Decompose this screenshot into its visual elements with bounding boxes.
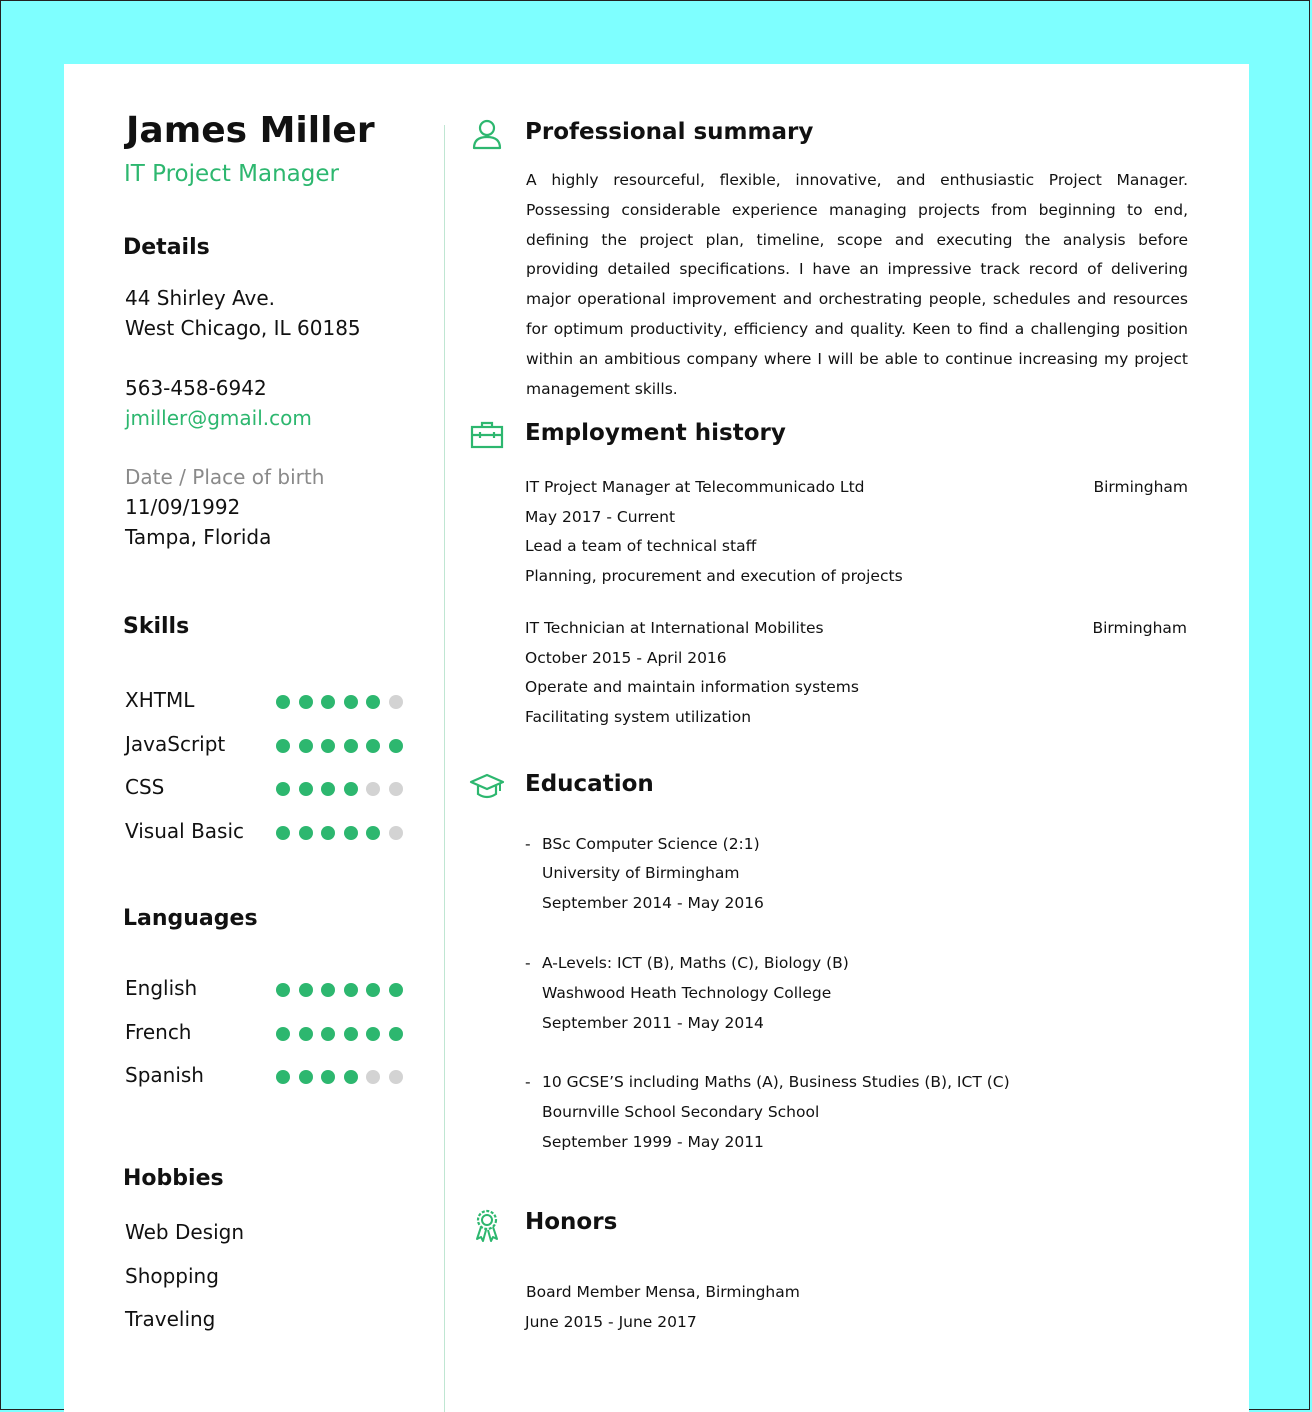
- rating-dot-filled: [344, 782, 358, 796]
- edu-school: Washwood Heath Technology College: [542, 984, 832, 1002]
- phone: 563-458-6942: [125, 376, 267, 400]
- edu-dates: September 2014 - May 2016: [542, 894, 764, 912]
- languages-row: [125, 1063, 415, 1093]
- rating-dot-filled: [321, 695, 335, 709]
- job-location: Birmingham: [1092, 619, 1187, 637]
- rating-dot-filled: [321, 826, 335, 840]
- skills-row: [125, 775, 415, 805]
- rating-dot-filled: [276, 1027, 290, 1041]
- rating-dot-filled: [276, 1070, 290, 1084]
- candidate-job-title: IT Project Manager: [124, 161, 339, 187]
- languages-label: Spanish: [125, 1063, 204, 1087]
- skills-label: Visual Basic: [125, 819, 245, 843]
- languages-heading: Languages: [123, 906, 258, 931]
- rating-dot-filled: [344, 739, 358, 753]
- rating-dot-filled: [366, 739, 380, 753]
- rating-dot-empty: [366, 1070, 380, 1084]
- rating-dot-filled: [366, 1027, 380, 1041]
- rating-dot-empty: [389, 782, 403, 796]
- skills-row: [125, 819, 415, 849]
- rating-dot-filled: [299, 739, 313, 753]
- languages-row: [125, 1020, 415, 1050]
- rating-dot-filled: [366, 695, 380, 709]
- rating-dot-filled: [276, 695, 290, 709]
- birth-label: Date / Place of birth: [125, 465, 325, 489]
- rating-dot-filled: [321, 782, 335, 796]
- summary-heading: Professional summary: [525, 119, 814, 145]
- rating-dot-filled: [276, 983, 290, 997]
- job-dates: May 2017 - Current: [525, 508, 676, 526]
- languages-row: [125, 976, 415, 1006]
- details-heading: Details: [123, 235, 210, 260]
- rating-dot-filled: [321, 1027, 335, 1041]
- rating-dot-empty: [389, 1070, 403, 1084]
- job-duty: Planning, procurement and execution of projects: [525, 567, 903, 585]
- skills-row: [125, 732, 415, 762]
- rating-dot-filled: [344, 826, 358, 840]
- skills-label: JavaScript: [125, 732, 226, 756]
- award-icon: [469, 1207, 505, 1243]
- bullet-dash: -: [525, 1073, 531, 1091]
- job-location: Birmingham: [1093, 478, 1188, 496]
- birth-date: 11/09/1992: [125, 495, 241, 519]
- honor-dates: June 2015 - June 2017: [525, 1313, 697, 1331]
- hobby-item: Traveling: [125, 1307, 216, 1331]
- job-dates: October 2015 - April 2016: [525, 649, 727, 667]
- rating-dot-filled: [299, 983, 313, 997]
- rating-dot-filled: [276, 826, 290, 840]
- rating-dot-filled: [321, 739, 335, 753]
- skills-row: [125, 688, 415, 718]
- languages-label: French: [125, 1020, 192, 1044]
- address-line2: West Chicago, IL 60185: [125, 316, 361, 340]
- skills-label: XHTML: [125, 688, 195, 712]
- edu-dates: September 2011 - May 2014: [542, 1014, 764, 1032]
- graduation-cap-icon: [469, 769, 505, 805]
- address-line1: 44 Shirley Ave.: [125, 286, 276, 310]
- hobbies-heading: Hobbies: [123, 1166, 224, 1191]
- job-duty: Lead a team of technical staff: [525, 537, 757, 555]
- rating-dot-filled: [299, 1027, 313, 1041]
- skills-label: CSS: [125, 775, 165, 799]
- rating-dot-filled: [299, 826, 313, 840]
- rating-dot-filled: [344, 1070, 358, 1084]
- bullet-dash: -: [525, 954, 531, 972]
- honor-entry: Board Member Mensa, Birmingham: [526, 1283, 800, 1301]
- job-duty: Facilitating system utilization: [525, 708, 752, 726]
- rating-dot-filled: [299, 1070, 313, 1084]
- employment-heading: Employment history: [525, 420, 786, 446]
- rating-dot-filled: [366, 983, 380, 997]
- resume-page: [64, 64, 1249, 1412]
- birth-place: Tampa, Florida: [125, 525, 272, 549]
- rating-dot-filled: [389, 1027, 403, 1041]
- rating-dot-filled: [321, 1070, 335, 1084]
- education-heading: Education: [525, 771, 654, 797]
- rating-dot-filled: [389, 983, 403, 997]
- hobby-item: Shopping: [125, 1264, 219, 1288]
- rating-dot-filled: [344, 1027, 358, 1041]
- hobby-item: Web Design: [125, 1220, 245, 1244]
- rating-dot-filled: [321, 983, 335, 997]
- job-duty: Operate and maintain information systems: [525, 678, 859, 696]
- rating-dot-filled: [276, 739, 290, 753]
- candidate-name: James Miller: [126, 110, 375, 151]
- edu-degree: 10 GCSE’S including Maths (A), Business Studies (B), ICT (C): [542, 1073, 1010, 1091]
- rating-dot-empty: [389, 695, 403, 709]
- job-title: IT Project Manager at Telecommunicado Ltd: [525, 478, 865, 496]
- rating-dot-empty: [366, 782, 380, 796]
- column-divider: [444, 125, 445, 1412]
- summary-text: A highly resourceful, flexible, innovative, and enthusiastic Project Manager. Possessing considerable experience managing projects from beginning to end, defining the project plan, timeline, scope and executing the analysis before providing detailed specifications. I have an impressive track record of delivering major operational improvement and orchestrating people, schedules and resources for optimum productivity, efficiency and quality. Keen to find a challenging position within an ambitious company where I will be able to continue increasing my project management skills.: [526, 171, 1188, 398]
- edu-degree: BSc Computer Science (2:1): [542, 835, 760, 853]
- rating-dot-filled: [366, 826, 380, 840]
- rating-dot-filled: [276, 782, 290, 796]
- rating-dot-filled: [344, 983, 358, 997]
- email-link[interactable]: jmiller@gmail.com: [125, 406, 312, 430]
- languages-label: English: [125, 976, 198, 1000]
- job-title: IT Technician at International Mobilites: [525, 619, 824, 637]
- rating-dot-filled: [299, 782, 313, 796]
- edu-school: Bournville School Secondary School: [542, 1103, 820, 1121]
- rating-dot-filled: [299, 695, 313, 709]
- person-icon: [469, 116, 505, 152]
- rating-dot-filled: [344, 695, 358, 709]
- skills-heading: Skills: [123, 614, 190, 639]
- bullet-dash: -: [525, 835, 531, 853]
- rating-dot-empty: [389, 826, 403, 840]
- rating-dot-filled: [389, 739, 403, 753]
- honors-heading: Honors: [525, 1209, 618, 1235]
- edu-degree: A-Levels: ICT (B), Maths (C), Biology (B): [542, 954, 849, 972]
- edu-school: University of Birmingham: [542, 864, 740, 882]
- edu-dates: September 1999 - May 2011: [542, 1133, 764, 1151]
- briefcase-icon: [469, 417, 505, 453]
